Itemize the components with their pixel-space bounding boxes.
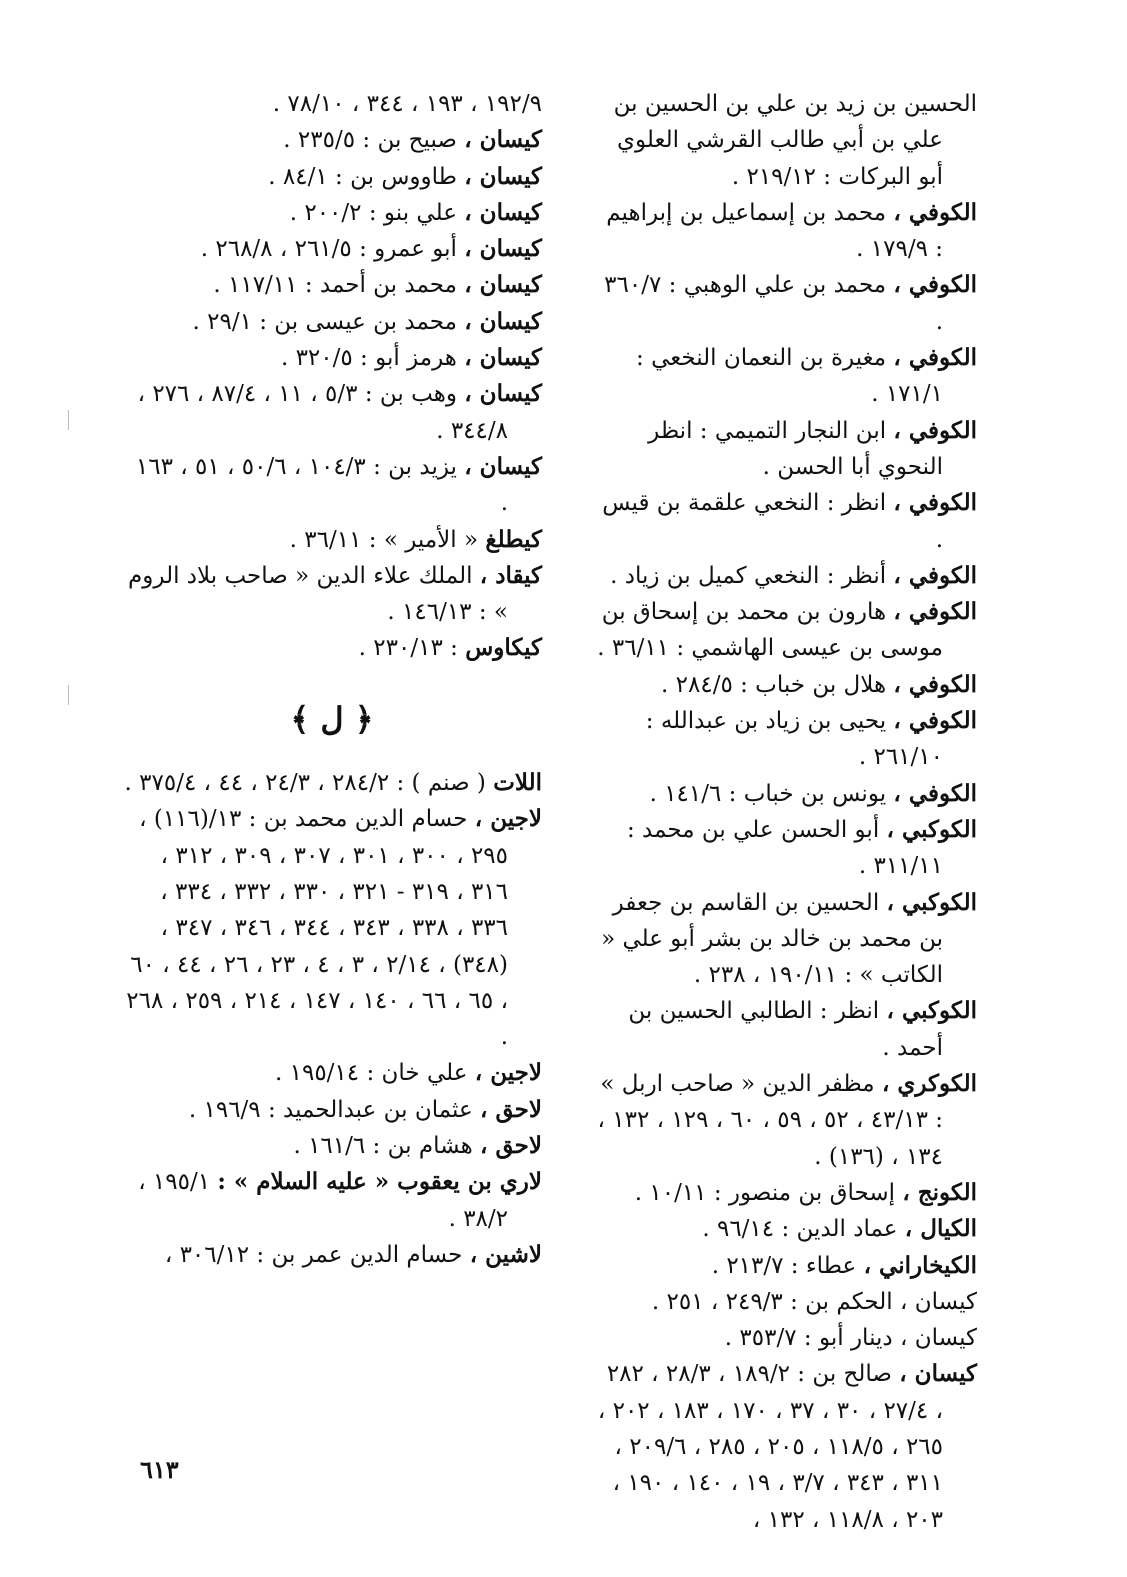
index-entry (122, 1237, 542, 1273)
entry-text: طاووس بن : ٨٤/١ . (268, 163, 465, 190)
entry-text: مظفر الدين « صاحب اربل » : ٤٣/١٣ ، ٥٢ ، ٥٩ ، ٦٠ ، ١٢٩ ، ١٣٢ ، ١٣٤ ، (١٣٦) . (597, 1071, 943, 1170)
entry-text: هرمز أبو : ٣٢٠/٥ . (280, 345, 465, 372)
entry-heading: الكوفي ، (893, 416, 977, 444)
left-column-bottom-entries (122, 765, 542, 1273)
entry-heading: كيسان ، (464, 126, 542, 154)
index-entry (597, 340, 977, 413)
entry-heading: الكوفي ، (893, 670, 977, 698)
index-entry (122, 558, 542, 631)
entry-heading: الكوفي ، (893, 198, 977, 226)
entry-text: هشام بن : ١٦١/٦ . (293, 1133, 481, 1160)
entry-heading: لاجين ، (474, 1059, 542, 1087)
index-entry (122, 231, 542, 267)
entry-heading: الكوكري ، (881, 1070, 977, 1098)
index-entry (122, 765, 542, 801)
entry-heading: لاري بن يعقوب « عليه السلام » : (217, 1168, 542, 1196)
entry-heading: كيسان ، (899, 1360, 977, 1388)
index-entry (122, 340, 542, 376)
entry-text: يونس بن خباب : ١٤١/٦ . (649, 780, 894, 807)
entry-text: : ٢٣٠/١٣ . (358, 635, 466, 662)
index-entry (597, 1248, 977, 1284)
entry-heading: كيكاوس (465, 634, 542, 662)
entry-text: عثمان بن عبدالحميد : ١٩٦/٩ . (188, 1096, 481, 1123)
index-entry (597, 1320, 977, 1356)
entry-heading: اللات (493, 769, 542, 797)
entry-text: حسام الدين عمر بن : ٣٠٦/١٢ ، (164, 1241, 470, 1268)
entry-text: محمد بن إسماعيل بن إبراهيم : ١٧٩/٩ . (606, 199, 943, 263)
entry-text: محمد بن علي الوهبي : ٣٦٠/٧ . (604, 272, 943, 335)
index-entry (597, 485, 977, 558)
index-entry (597, 1066, 977, 1175)
entry-text: الملك علاء الدين « صاحب بلاد الروم » : ١٤٦/١٣ . (128, 562, 508, 626)
entry-heading: كيسان ، (464, 271, 542, 299)
entry-text: إسحاق بن منصور : ١٠/١١ . (634, 1179, 903, 1206)
entry-heading: الكوكبي ، (886, 888, 977, 916)
entry-text: أبو عمرو : ٢٦١/٥ ، ٢٦٨/٨ . (200, 236, 465, 263)
index-entry (597, 86, 977, 195)
entry-heading: الكوفي ، (893, 707, 977, 735)
entry-text: الحسين بن القاسم بن جعفر بن محمد بن خالد بن بشر أبو علي « الكاتب » : ١٩٠/١١ ، ٢٣٨ . (601, 889, 943, 989)
entry-heading: لاشين ، (469, 1240, 542, 1268)
index-entry (122, 1092, 542, 1128)
index-entry (597, 703, 977, 776)
index-entry (597, 267, 977, 340)
index-entry (597, 885, 977, 994)
entry-text: صالح بن : ١٨٩/٢ ، ٢٨/٣ ، ٢٨٢ ، ٢٧/٤ ، ٣٠ ، ٣٧ ، ١٧٠ ، ١٨٣ ، ٢٠٢ ، ٢٦٥ ، ١١٨/٥ ، ٢٠٥ ، ٢٨٥ ، ٢٠٩/٦ ، ٣١١ ، ٣٤٣ ، ٣/٧ ، ١٩ ، ١٤٠ ، ١٩٠ ، ٢٠٣ ، ١١٨/٨ ، ١٣٢ ، (597, 1361, 943, 1533)
entry-heading: الكوفي ، (893, 779, 977, 807)
entry-text: ١٩٢/٩ ، ١٩٣ ، ٣٤٤ ، ٧٨/١٠ . (272, 91, 542, 117)
entry-heading: كيسان ، (464, 198, 542, 226)
index-entry (122, 522, 542, 558)
index-entry (122, 122, 542, 158)
left-column-top-entries (122, 86, 542, 667)
index-entry (122, 267, 542, 303)
entry-text: محمد بن عيسى بن : ٢٩/١ . (192, 308, 465, 335)
entry-text: الحسين بن زيد بن علي بن الحسين بن علي بن أبي طالب القرشي العلوي أبو البركات : ٢١٩/١٢ . (613, 91, 977, 190)
entry-text: علي خان : ١٩٥/١٤ . (275, 1060, 475, 1087)
index-entry (597, 413, 977, 486)
index-entry (597, 558, 977, 594)
entry-heading: كيسان ، (464, 380, 542, 408)
entry-heading: الكونج ، (902, 1178, 977, 1206)
gutter-mark (68, 410, 69, 430)
index-entry (122, 304, 542, 340)
letter-section-heading: ﴿ ل ﴾ (290, 699, 374, 738)
left-column (122, 86, 542, 1273)
entry-text: « الأمير » : ٣٦/١١ . (289, 526, 486, 553)
index-entry (597, 1175, 977, 1211)
entry-text: انظر : النخعي علقمة بن قيس . (602, 490, 943, 553)
entry-text: يزيد بن : ١٠٤/٣ ، ٥٠/٦ ، ٥١ ، ١٦٣ . (135, 453, 508, 517)
page-number: ٦١٣ (140, 1455, 179, 1484)
index-entry (122, 1164, 542, 1237)
entry-heading: كيسان ، (464, 452, 542, 480)
entry-heading: الكيخاراني ، (863, 1251, 977, 1279)
entry-text: ( صنم ) : ٢٨٤/٢ ، ٢٤/٣ ، ٤٤ ، ٣٧٥/٤ . (124, 770, 494, 797)
entry-heading: لاجين ، (474, 805, 542, 833)
entry-text: كيسان ، الحكم بن : ٢٤٩/٣ ، ٢٥١ . (651, 1288, 977, 1315)
entry-text: صبيح بن : ٢٣٥/٥ . (283, 127, 465, 154)
entry-text: أبو الحسن علي بن محمد : ٣١١/١١ . (627, 816, 943, 880)
index-entry (122, 1128, 542, 1164)
entry-heading: الكوفي ، (893, 561, 977, 589)
entry-text: ١٩٥/١ ، ٣٨/٢ . (138, 1169, 508, 1232)
index-entry (597, 1356, 977, 1537)
entry-text: وهب بن : ٥/٣ ، ١١ ، ٨٧/٤ ، ٢٧٦ ، ٣٤٤/٨ . (137, 381, 508, 444)
entry-heading: كيسان ، (464, 307, 542, 335)
entry-text: مغيرة بن النعمان النخعي : ١٧١/١ . (636, 345, 943, 408)
entry-heading: الكيال ، (904, 1215, 977, 1243)
entry-text: انظر : الطالبي الحسين بن أحمد . (628, 998, 943, 1061)
right-column (597, 86, 977, 1538)
entry-heading: كيطلغ (485, 525, 542, 553)
index-entry (597, 993, 977, 1066)
entry-text: محمد بن أحمد : ١١٧/١١ . (213, 272, 465, 299)
index-entry (122, 86, 542, 122)
entry-heading: الكوفي ، (893, 344, 977, 372)
entry-text: حسام الدين محمد بن : ١٣/(١١٦) ، ٢٩٥ ، ٣٠٠ ، ٣٠١ ، ٣٠٧ ، ٣٠٩ ، ٣١٢ ، ٣١٦ ، ٣١٩ - ٣٢١ ، ٣٣٠ ، ٣٣٢ ، ٣٣٤ ، ٣٣٦ ، ٣٣٨ ، ٣٤٣ ، ٣٤٤ ، ٣٤٦ ، ٣٤٧ ، (٣٤٨) ، ٢/١٤ ، ٣ ، ٤ ، ٢٣ ، ٢٦ ، ٤٤ ، ٦٠ ، ٦٥ ، ٦٦ ، ١٤٠ ، ١٤٧ ، ٢١٤ ، ٢٥٩ ، ٢٦٨ . (126, 806, 508, 1051)
index-entry (122, 159, 542, 195)
index-entry (597, 1211, 977, 1247)
index-entry (597, 812, 977, 885)
index-entry (597, 1284, 977, 1320)
index-entry (122, 801, 542, 1055)
entry-text: عماد الدين : ٩٦/١٤ . (702, 1216, 905, 1243)
index-entry (122, 449, 542, 522)
index-entry (597, 195, 977, 268)
entry-heading: كيسان ، (464, 162, 542, 190)
index-entry (597, 776, 977, 812)
entry-text: عطاء : ٢١٣/٧ . (711, 1252, 864, 1279)
index-entry (597, 667, 977, 703)
entry-heading: الكوكبي ، (886, 815, 977, 843)
entry-text: هلال بن خباب : ٢٨٤/٥ . (661, 671, 894, 698)
entry-text: كيسان ، دينار أبو : ٣٥٣/٧ . (724, 1325, 977, 1352)
entry-heading: لاحق ، (480, 1132, 542, 1160)
entry-heading: الكوفي ، (893, 598, 977, 626)
index-entry (122, 376, 542, 449)
entry-heading: كيسان ، (464, 235, 542, 263)
entry-text: يحيى بن زياد بن عبدالله : ٢٦١/١٠ . (645, 708, 943, 771)
index-entry (122, 195, 542, 231)
entry-text: هارون بن محمد بن إسحاق بن موسى بن عيسى الهاشمي : ٣٦/١١ . (597, 599, 943, 662)
entry-heading: كيسان ، (464, 344, 542, 372)
index-entry (122, 630, 542, 666)
index-entry (597, 594, 977, 667)
gutter-mark (68, 685, 69, 705)
entry-heading: كيقاد ، (479, 561, 542, 589)
entry-heading: الكوكبي ، (886, 997, 977, 1025)
entry-heading: لاحق ، (480, 1095, 542, 1123)
entry-heading: الكوفي ، (893, 489, 977, 517)
entry-text: ابن النجار التميمي : انظر النحوي أبا الحسن . (648, 417, 943, 480)
entry-text: علي بنو : ٢٠٠/٢ . (289, 199, 465, 226)
entry-text: أنظر : النخعي كميل بن زياد . (610, 562, 894, 589)
index-entry (122, 1055, 542, 1091)
entry-heading: الكوفي ، (893, 271, 977, 299)
